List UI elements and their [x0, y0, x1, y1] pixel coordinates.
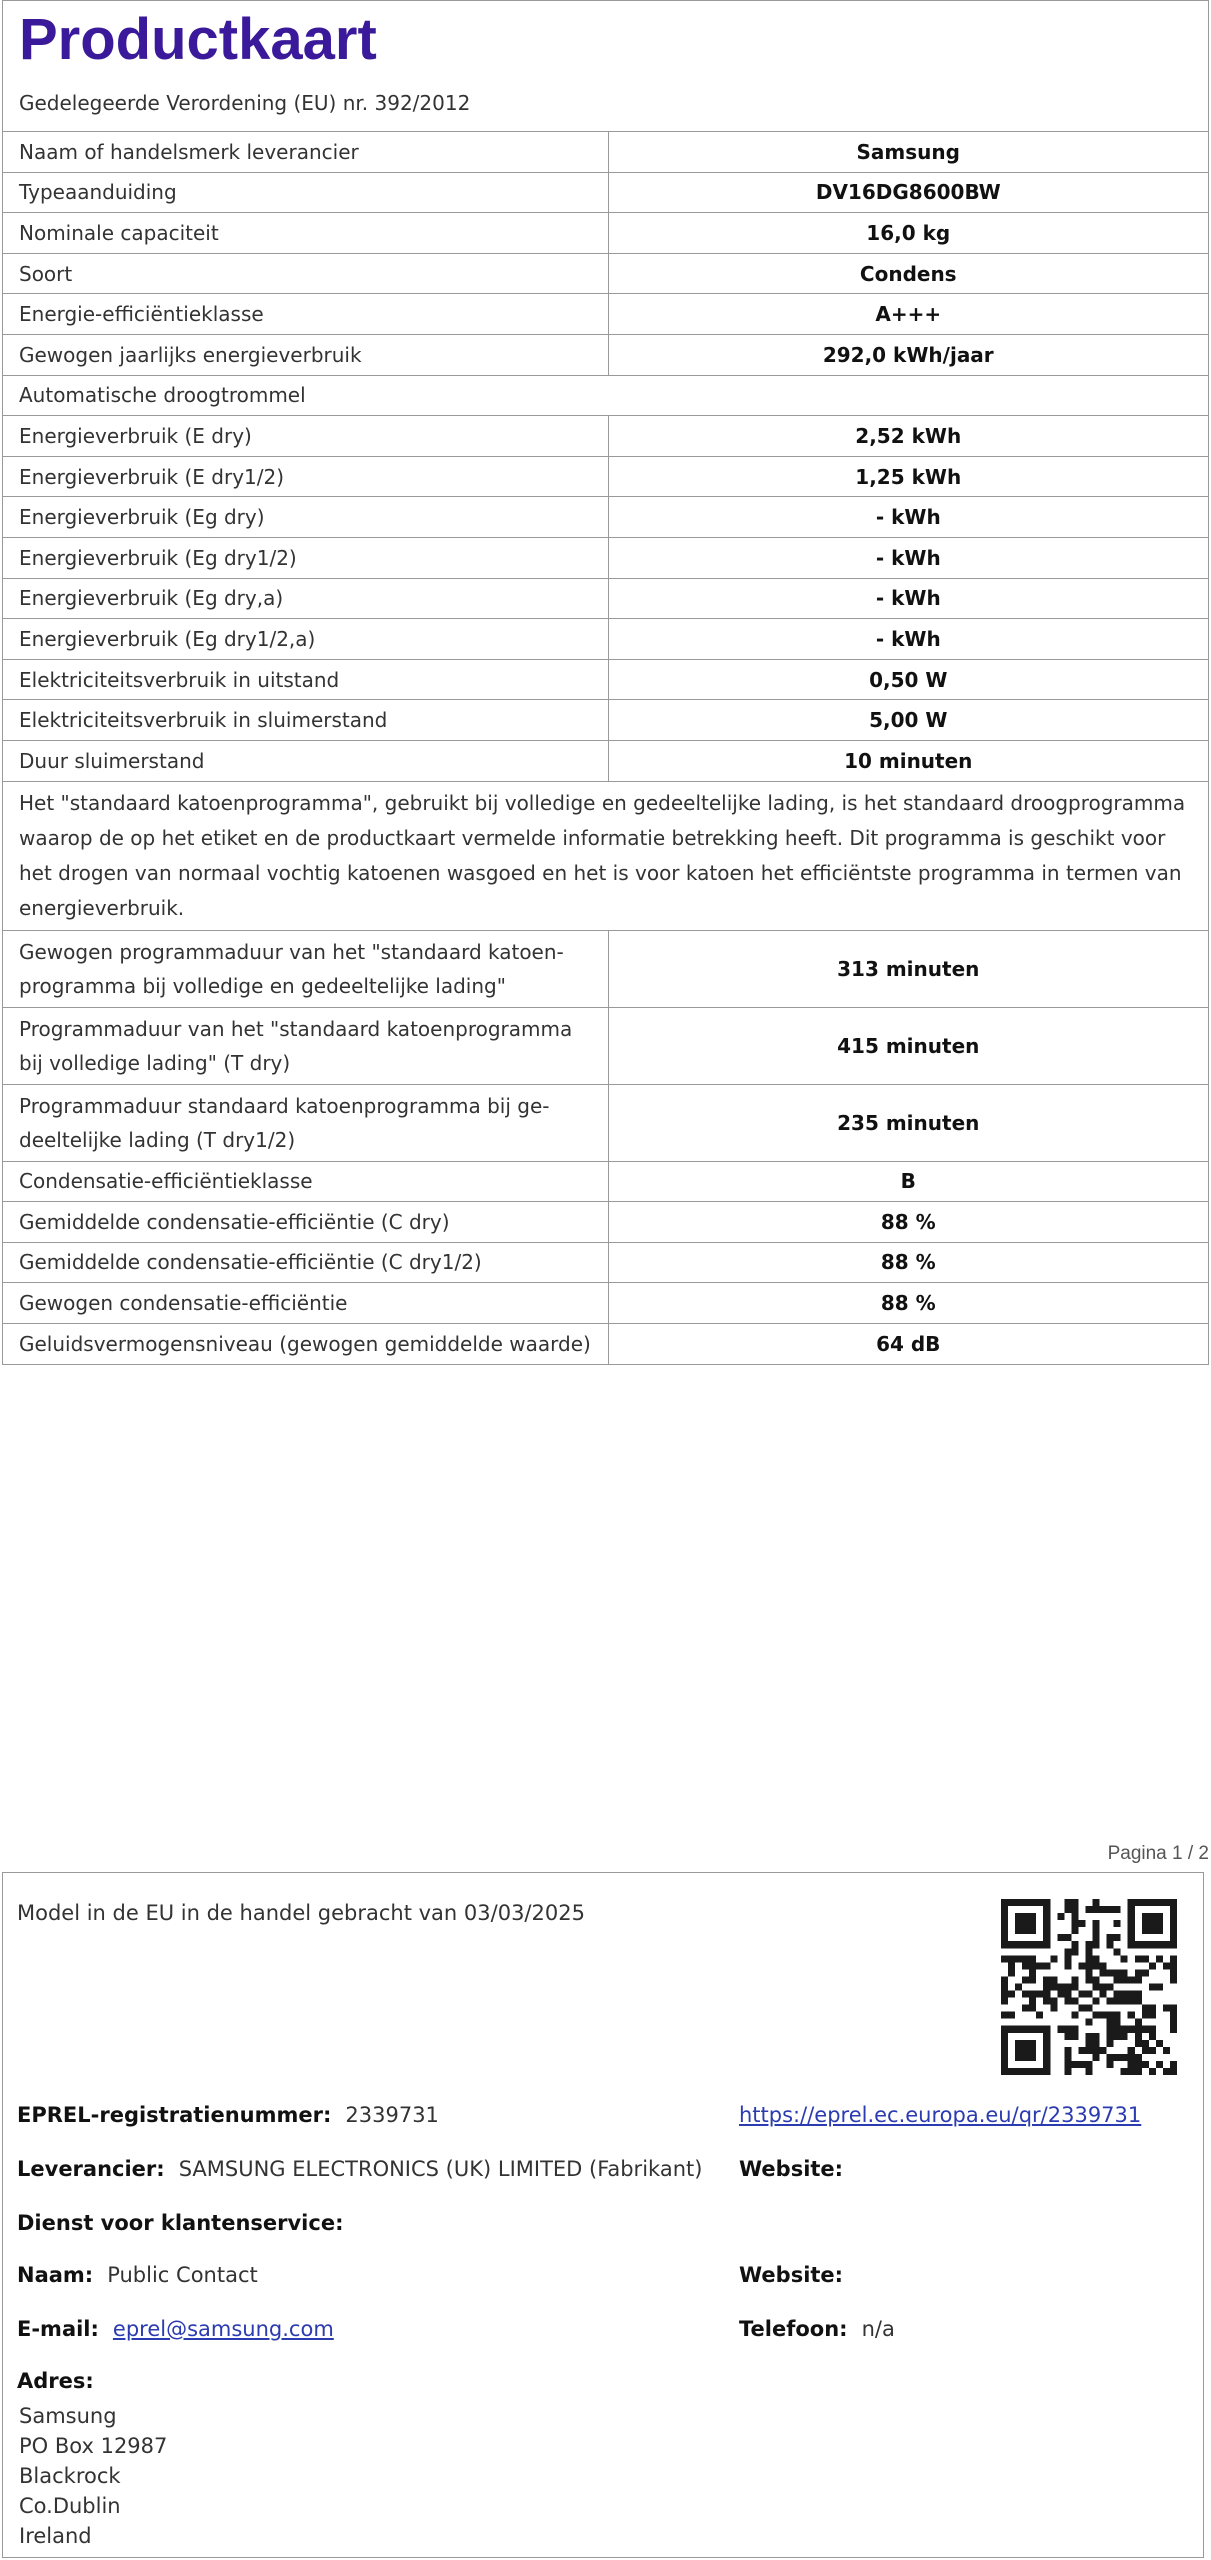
title-block — [3, 1, 1208, 131]
section-heading: Automatische droogtrommel — [3, 375, 1208, 416]
address-line: PO Box 12987 — [19, 2434, 168, 2458]
spec-label: Gemiddelde condensatie-efficiëntie (C dry1/2) — [3, 1242, 608, 1283]
email-row — [17, 2317, 334, 2341]
spec-value: DV16DG8600BW — [608, 172, 1208, 213]
spec-value: 1,25 kWh — [608, 456, 1208, 497]
eprel-label: EPREL-registratienummer: — [17, 2103, 332, 2127]
spec-row — [3, 740, 1208, 781]
spec-label — [3, 1007, 608, 1084]
spec-row — [3, 1323, 1208, 1364]
eprel-info-card — [2, 1872, 1204, 2558]
model-text: Model in de EU in de handel gebracht van 03/03/2025 — [17, 1901, 585, 1925]
spec-row — [3, 700, 1208, 741]
spec-value: 313 minuten — [608, 930, 1208, 1007]
supplier-row — [17, 2157, 702, 2181]
spec-row — [3, 930, 1208, 1007]
spec-value: 10 minuten — [608, 740, 1208, 781]
phone-label: Telefoon: — [739, 2317, 848, 2341]
email-label: E-mail: — [17, 2317, 99, 2341]
spec-table — [3, 131, 1208, 1364]
spec-label: Gemiddelde condensatie-efficiëntie (C dry) — [3, 1202, 608, 1243]
spec-value: 88 % — [608, 1202, 1208, 1243]
phone-value: n/a — [861, 2317, 895, 2341]
spec-label: Gewogen jaarlijks energieverbruik — [3, 334, 608, 375]
spec-value: 2,52 kWh — [608, 416, 1208, 457]
spec-value: B — [608, 1161, 1208, 1202]
spec-row — [3, 578, 1208, 619]
address-line: Ireland — [19, 2524, 92, 2548]
spec-row — [3, 1007, 1208, 1084]
spec-row — [3, 659, 1208, 700]
regulation-subtitle: Gedelegeerde Verordening (EU) nr. 392/2012 — [19, 91, 471, 115]
spec-value: - kWh — [608, 497, 1208, 538]
spec-value: 16,0 kg — [608, 213, 1208, 254]
supplier-name: SAMSUNG ELECTRONICS (UK) LIMITED (Fabrikant) — [178, 2157, 703, 2181]
spec-label: Elektriciteitsverbruik in uitstand — [3, 659, 608, 700]
address-line: Co.Dublin — [19, 2494, 121, 2518]
spec-row — [3, 334, 1208, 375]
spec-label: Energieverbruik (Eg dry) — [3, 497, 608, 538]
spec-label — [3, 930, 608, 1007]
spec-label-line: Programmaduur standaard katoenprogramma bij ge- — [19, 1093, 550, 1118]
spec-label: Elektriciteitsverbruik in sluimerstand — [3, 700, 608, 741]
address-label: Adres: — [17, 2369, 94, 2393]
page-number: Pagina 1 / 2 — [1107, 1843, 1209, 1864]
address-line: Blackrock — [19, 2464, 121, 2488]
eprel-number: 2339731 — [345, 2103, 439, 2127]
program-description-row — [3, 781, 1208, 930]
spec-value: 235 minuten — [608, 1084, 1208, 1161]
spec-label: Geluidsvermogensniveau (gewogen gemiddelde waarde) — [3, 1323, 608, 1364]
spec-label: Typeaanduiding — [3, 172, 608, 213]
supplier-website-label: Website: — [739, 2157, 844, 2181]
qr-code-icon[interactable] — [1001, 1899, 1177, 2075]
contact-name-label: Naam: — [17, 2263, 94, 2287]
spec-label: Condensatie-efficiëntieklasse — [3, 1161, 608, 1202]
spec-value: - kWh — [608, 619, 1208, 660]
contact-name-row — [17, 2263, 258, 2287]
spec-row — [3, 1283, 1208, 1324]
spec-label-line: Programmaduur van het "standaard katoenprogramma — [19, 1016, 573, 1041]
spec-label: Nominale capaciteit — [3, 213, 608, 254]
spec-label: Energieverbruik (E dry1/2) — [3, 456, 608, 497]
eprel-row — [17, 2103, 439, 2127]
spec-label: Naam of handelsmerk leverancier — [3, 132, 608, 173]
spec-value: 64 dB — [608, 1323, 1208, 1364]
spec-value: 0,50 W — [608, 659, 1208, 700]
spec-value: 415 minuten — [608, 1007, 1208, 1084]
service-website-label: Website: — [739, 2263, 844, 2287]
spec-row — [3, 1202, 1208, 1243]
program-description: Het "standaard katoenprogramma", gebruikt bij volledige en gedeeltelijke lading, is het standaard droogprogramma waarop de op het etiket en de productkaart vermelde informatie betrekking heeft. Dit programma is geschikt voor het drogen van normaal vochtig katoenen wasgoed en het is voor katoen het efficiëntste programma in termen van energieverbruik. — [3, 781, 1208, 930]
spec-row — [3, 294, 1208, 335]
eprel-link[interactable]: https://eprel.ec.europa.eu/qr/2339731 — [739, 2103, 1142, 2127]
spec-row — [3, 213, 1208, 254]
spec-label: Soort — [3, 253, 608, 294]
spec-row — [3, 172, 1208, 213]
spec-value: - kWh — [608, 537, 1208, 578]
spec-value: 5,00 W — [608, 700, 1208, 741]
spec-label: Energie-efficiëntieklasse — [3, 294, 608, 335]
spec-value: 88 % — [608, 1283, 1208, 1324]
spec-label-line: bij volledige lading" (T dry) — [19, 1050, 291, 1075]
supplier-label: Leverancier: — [17, 2157, 165, 2181]
spec-value: 292,0 kWh/jaar — [608, 334, 1208, 375]
email-link[interactable]: eprel@samsung.com — [112, 2317, 334, 2341]
spec-label: Energieverbruik (Eg dry1/2,a) — [3, 619, 608, 660]
spec-value: Samsung — [608, 132, 1208, 173]
spec-label: Energieverbruik (Eg dry1/2) — [3, 537, 608, 578]
customer-service-heading: Dienst voor klantenservice: — [17, 2211, 344, 2235]
spec-label-line: deeltelijke lading (T dry1/2) — [19, 1127, 296, 1152]
spec-row — [3, 619, 1208, 660]
spec-value: - kWh — [608, 578, 1208, 619]
spec-value: 88 % — [608, 1242, 1208, 1283]
address-line: Samsung — [19, 2404, 117, 2428]
spec-row — [3, 1161, 1208, 1202]
spec-value: Condens — [608, 253, 1208, 294]
product-sheet — [2, 0, 1209, 1365]
spec-label: Energieverbruik (E dry) — [3, 416, 608, 457]
spec-label: Duur sluimerstand — [3, 740, 608, 781]
spec-row — [3, 1084, 1208, 1161]
spec-label-line: Gewogen programmaduur van het "standaard katoen- — [19, 939, 564, 964]
spec-row — [3, 456, 1208, 497]
spec-row — [3, 253, 1208, 294]
spec-label-line: programma bij volledige en gedeeltelijke lading" — [19, 973, 506, 998]
spec-row — [3, 537, 1208, 578]
spec-row — [3, 497, 1208, 538]
phone-row — [739, 2317, 895, 2341]
contact-name: Public Contact — [107, 2263, 258, 2287]
spec-row — [3, 1242, 1208, 1283]
spec-row — [3, 132, 1208, 173]
spec-label: Energieverbruik (Eg dry,a) — [3, 578, 608, 619]
spec-row — [3, 416, 1208, 457]
page-title: Productkaart — [19, 7, 377, 72]
spec-label: Gewogen condensatie-efficiëntie — [3, 1283, 608, 1324]
spec-label — [3, 1084, 608, 1161]
address-block — [19, 2401, 167, 2551]
spec-value: A+++ — [608, 294, 1208, 335]
section-heading-row — [3, 375, 1208, 416]
